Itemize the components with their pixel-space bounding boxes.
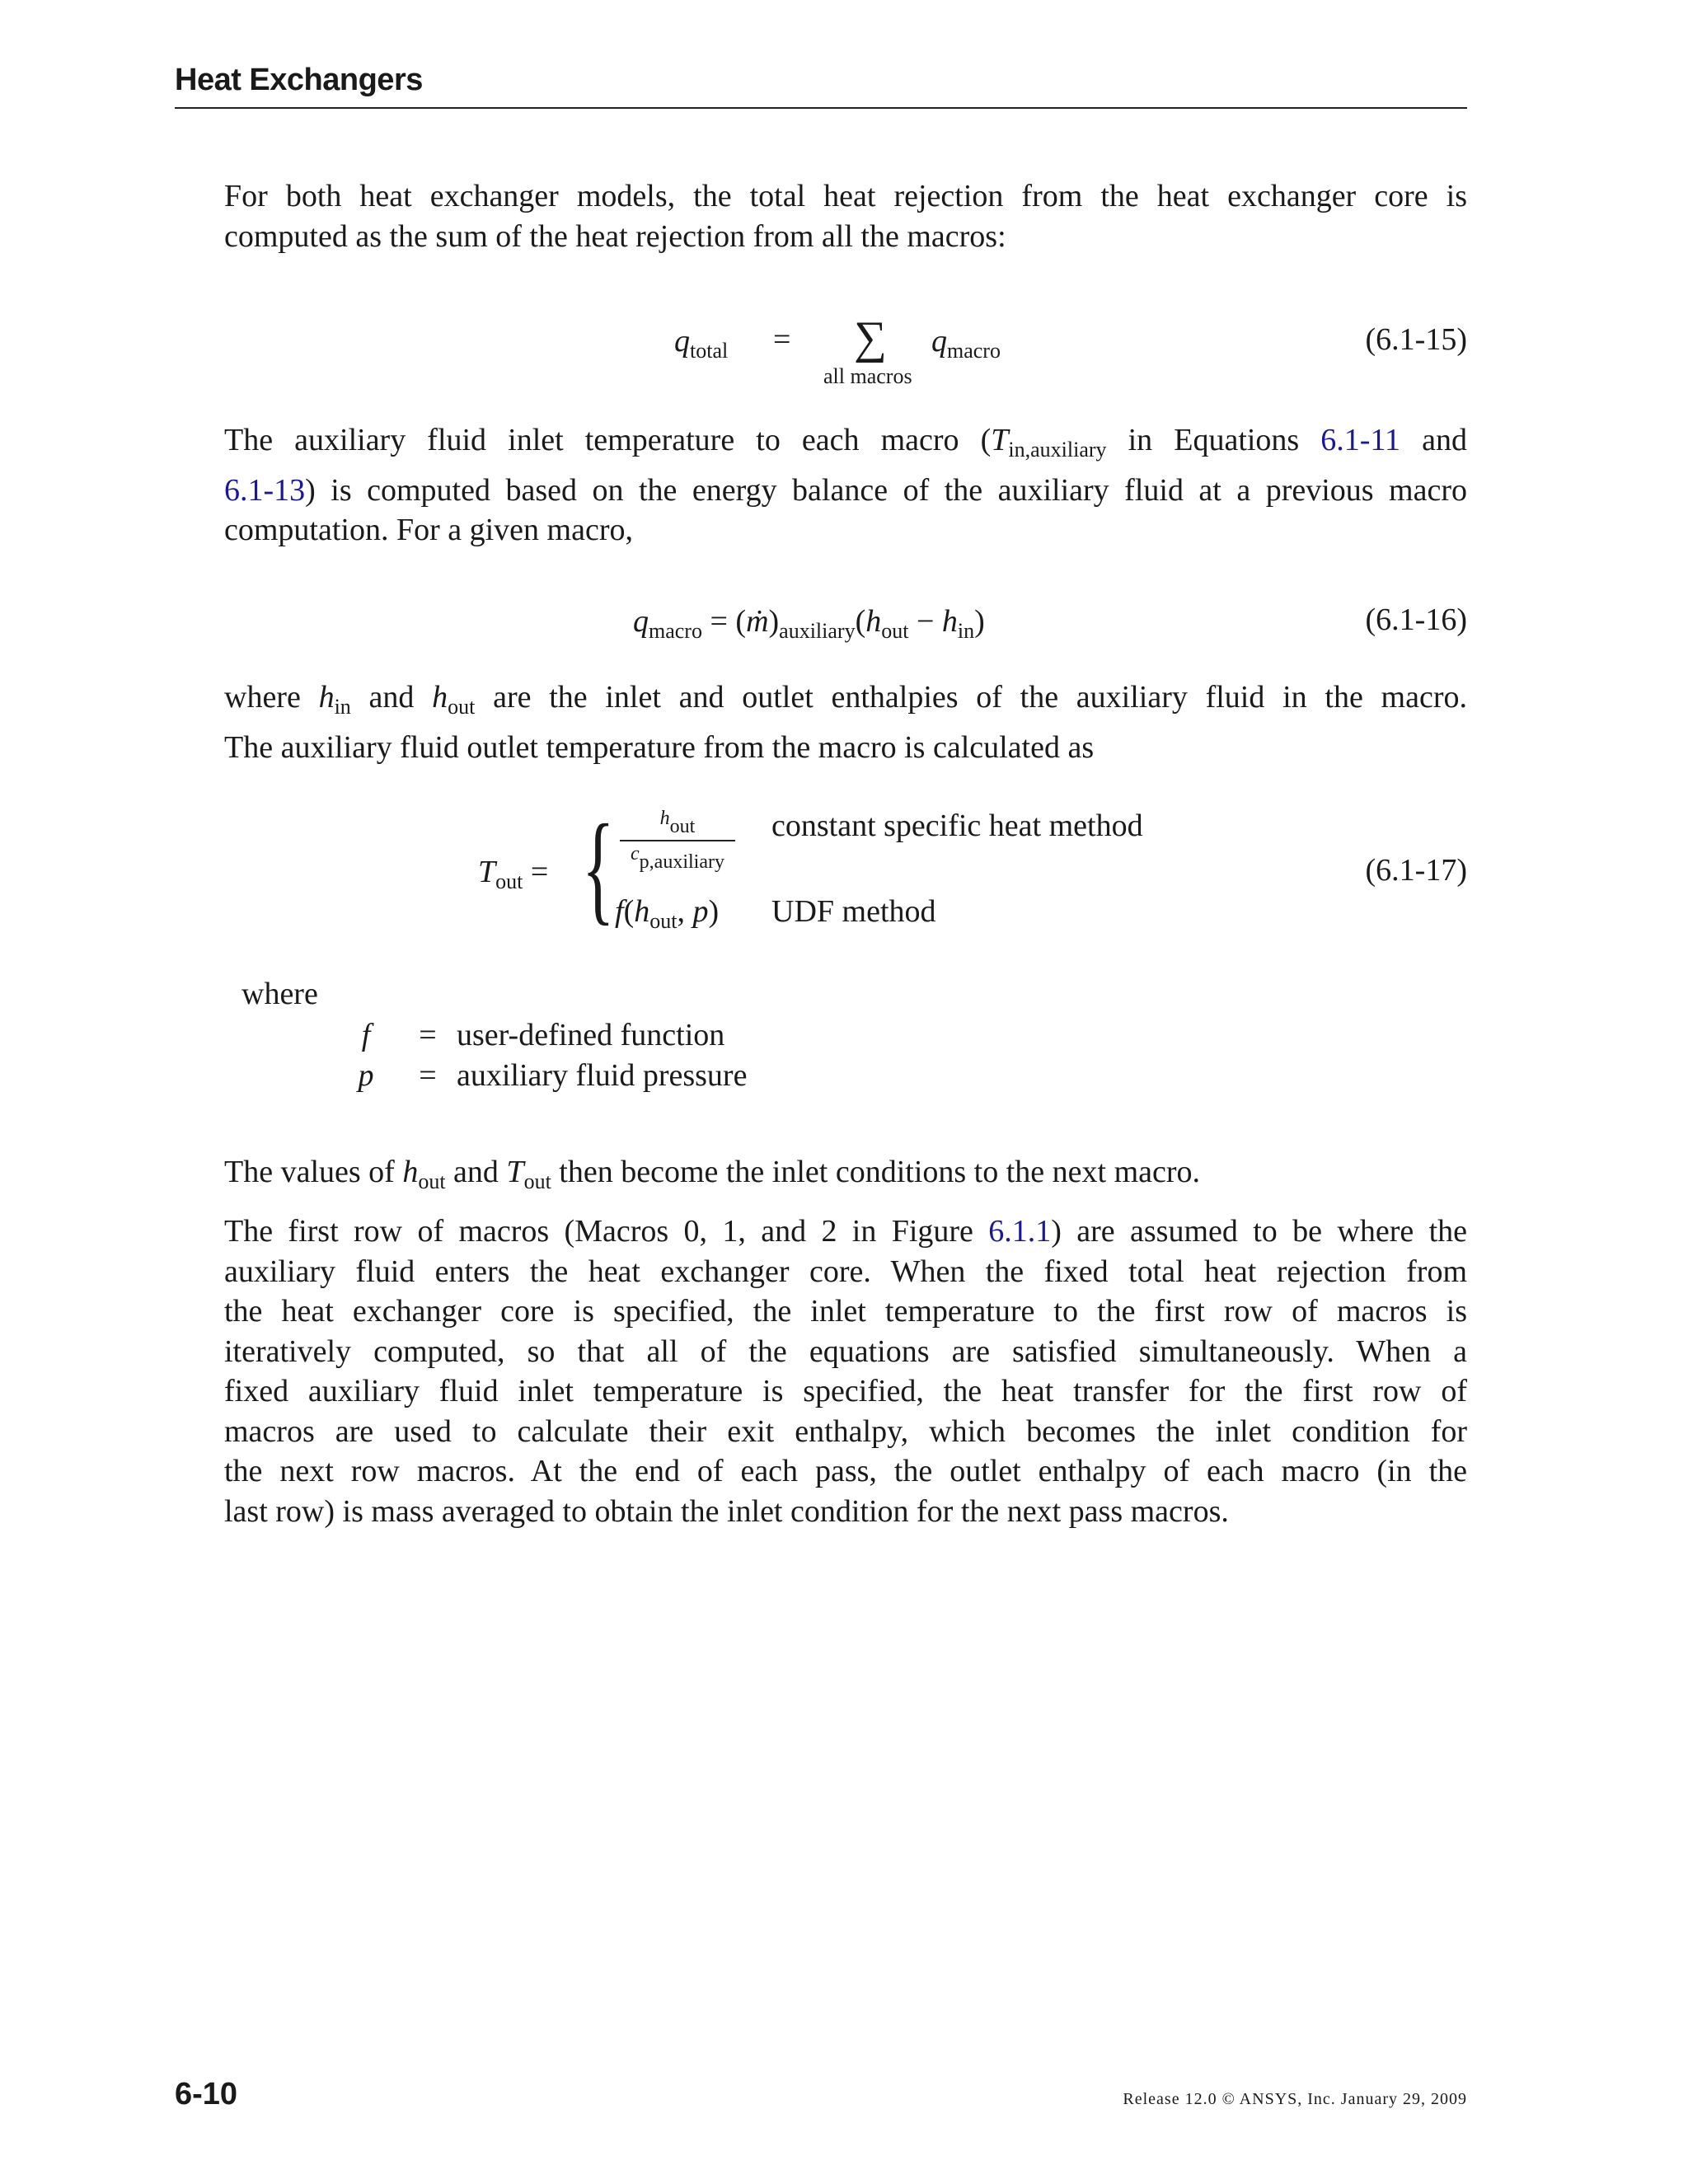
- text-run: The first row of macros (Macros 0, 1, and 2 in Figure: [224, 1214, 989, 1249]
- definition-row: [333, 1015, 747, 1056]
- cases-brace: {: [582, 799, 615, 936]
- text-line: last row) is mass averaged to obtain the inlet condition for the next pass macros.: [224, 1493, 1229, 1529]
- equation-number: (6.1-17): [1365, 853, 1467, 888]
- math-op: ,: [677, 894, 693, 929]
- math-op: (: [855, 604, 866, 639]
- math-op: =: [523, 855, 549, 889]
- definition-text: user-defined function: [457, 1018, 725, 1052]
- text-run: ) is computed based on the energy balance of the auxiliary fluid at a previous macro: [305, 472, 1467, 508]
- equation-6-1-15: [674, 323, 728, 363]
- text-run: ) are assumed to be where the: [1051, 1214, 1467, 1249]
- text-line: the next row macros. At the end of each pass, the outlet enthalpy of each macro (in the: [224, 1454, 1467, 1488]
- text-run: in Equations: [1106, 423, 1321, 457]
- text-line: [224, 420, 1467, 471]
- text-run: are the inlet and outlet enthalpies of the auxiliary fluid in the macro.: [475, 680, 1467, 715]
- text-line: the heat exchanger core is specified, the inlet temperature to the first row of macros is: [224, 1294, 1467, 1329]
- math-var: q: [674, 324, 690, 359]
- math-op: = (: [701, 604, 747, 639]
- equation-link[interactable]: 6.1-13: [224, 472, 306, 508]
- math-var: T: [991, 423, 1009, 457]
- equation-6-1-17-lhs: [478, 854, 548, 894]
- text-line: auxiliary fluid enters the heat exchanger core. When the fixed total heat rejection from: [224, 1254, 1467, 1289]
- definition-symbol: f: [361, 1018, 371, 1052]
- sum-term: [931, 323, 1001, 363]
- where-label: where: [241, 977, 318, 1011]
- math-var: h: [941, 604, 958, 639]
- text-run: where: [224, 680, 319, 715]
- math-sub: out: [418, 1169, 446, 1193]
- math-var: h: [659, 808, 670, 829]
- equation-number: (6.1-15): [1365, 322, 1467, 357]
- text-run: The values of: [224, 1155, 403, 1189]
- fraction-denominator: [620, 841, 735, 874]
- math-op: (: [623, 894, 635, 929]
- page-number: 6-10: [175, 2077, 238, 2111]
- math-var: h: [865, 604, 882, 639]
- paragraph-enthalpies: [224, 677, 1467, 767]
- text-line: computation. For a given macro,: [224, 513, 633, 547]
- definition-text: auxiliary fluid pressure: [457, 1057, 748, 1093]
- math-op: ): [768, 604, 780, 639]
- math-equals: =: [773, 322, 791, 357]
- math-var: T: [478, 855, 496, 889]
- math-sub: out: [495, 869, 523, 893]
- math-var: h: [634, 894, 650, 929]
- text-line: [224, 471, 1467, 511]
- case-label: UDF method: [771, 894, 936, 929]
- text-run: and: [1400, 423, 1467, 457]
- math-var: ṁ: [746, 604, 769, 639]
- math-sub: p,auxiliary: [639, 851, 724, 873]
- math-sub: out: [881, 619, 909, 643]
- running-header: Heat Exchangers: [175, 63, 423, 97]
- text-run: then become the inlet conditions to the next macro.: [551, 1155, 1201, 1189]
- math-var: q: [931, 324, 947, 359]
- text-line: computed as the sum of the heat rejection from all the macros:: [224, 218, 1006, 254]
- math-var: T: [506, 1155, 524, 1189]
- text-line: For both heat exchanger models, the total heat rejection from the heat exchanger core is: [224, 179, 1467, 213]
- equation-6-1-16: [633, 603, 985, 644]
- definition-equals: =: [419, 1018, 437, 1052]
- equation-link[interactable]: 6.1-11: [1320, 423, 1401, 457]
- math-sub: out: [448, 695, 476, 719]
- fraction: [620, 808, 735, 874]
- where-definitions: [333, 1015, 747, 1095]
- paragraph-first-row: [224, 1212, 1467, 1531]
- math-sub: total: [690, 339, 729, 363]
- text-line: [224, 1152, 1467, 1202]
- math-var: f: [615, 894, 624, 929]
- math-var: h: [318, 680, 335, 715]
- math-sub: out: [669, 816, 696, 837]
- definition-symbol: p: [358, 1057, 374, 1093]
- math-sub: in: [334, 695, 351, 719]
- equation-number: (6.1-16): [1365, 602, 1467, 637]
- math-sub: in: [957, 619, 975, 643]
- math-var: h: [432, 680, 448, 715]
- case-expression: [615, 893, 719, 934]
- math-sub: auxiliary: [779, 619, 856, 643]
- text-run: The auxiliary fluid inlet temperature to each macro (: [224, 423, 992, 457]
- text-line: fixed auxiliary fluid inlet temperature is specified, the heat transfer for the first row of: [224, 1374, 1467, 1408]
- sum-underscript: all macros: [823, 364, 912, 388]
- text-line: [224, 677, 1467, 728]
- math-op: ): [708, 894, 720, 929]
- text-run: and: [350, 680, 433, 715]
- math-var: c: [631, 843, 640, 865]
- header-rule: [175, 107, 1467, 109]
- math-var: q: [633, 604, 649, 639]
- math-sub: in,auxiliary: [1008, 438, 1107, 462]
- fraction-numerator: [620, 808, 735, 841]
- math-var: h: [402, 1155, 419, 1189]
- text-line: The auxiliary fluid outlet temperature from the macro is calculated as: [224, 729, 1095, 765]
- paragraph-intro: [224, 176, 1467, 256]
- paragraph-values: [224, 1152, 1467, 1202]
- math-sub: out: [523, 1169, 551, 1193]
- figure-link[interactable]: 6.1.1: [988, 1214, 1052, 1249]
- paragraph-auxiliary-inlet: [224, 420, 1467, 551]
- math-op: ): [974, 604, 985, 639]
- math-sub: out: [649, 909, 678, 933]
- release-note: Release 12.0 © ANSYS, Inc. January 29, 2009: [1123, 2090, 1467, 2108]
- math-sub: macro: [947, 339, 1001, 363]
- sum-symbol: ∑: [854, 312, 887, 363]
- case-label: constant specific heat method: [771, 808, 1143, 843]
- math-op: −: [908, 604, 942, 639]
- math-sub: macro: [649, 619, 702, 643]
- text-line: [224, 1212, 1467, 1252]
- definition-equals: =: [419, 1057, 437, 1093]
- definition-row: [333, 1056, 747, 1096]
- math-var: p: [692, 894, 709, 929]
- text-run: and: [445, 1155, 507, 1189]
- text-line: macros are used to calculate their exit enthalpy, which becomes the inlet condition for: [224, 1413, 1467, 1449]
- text-line: iteratively computed, so that all of the equations are satisfied simultaneously. When a: [224, 1333, 1467, 1369]
